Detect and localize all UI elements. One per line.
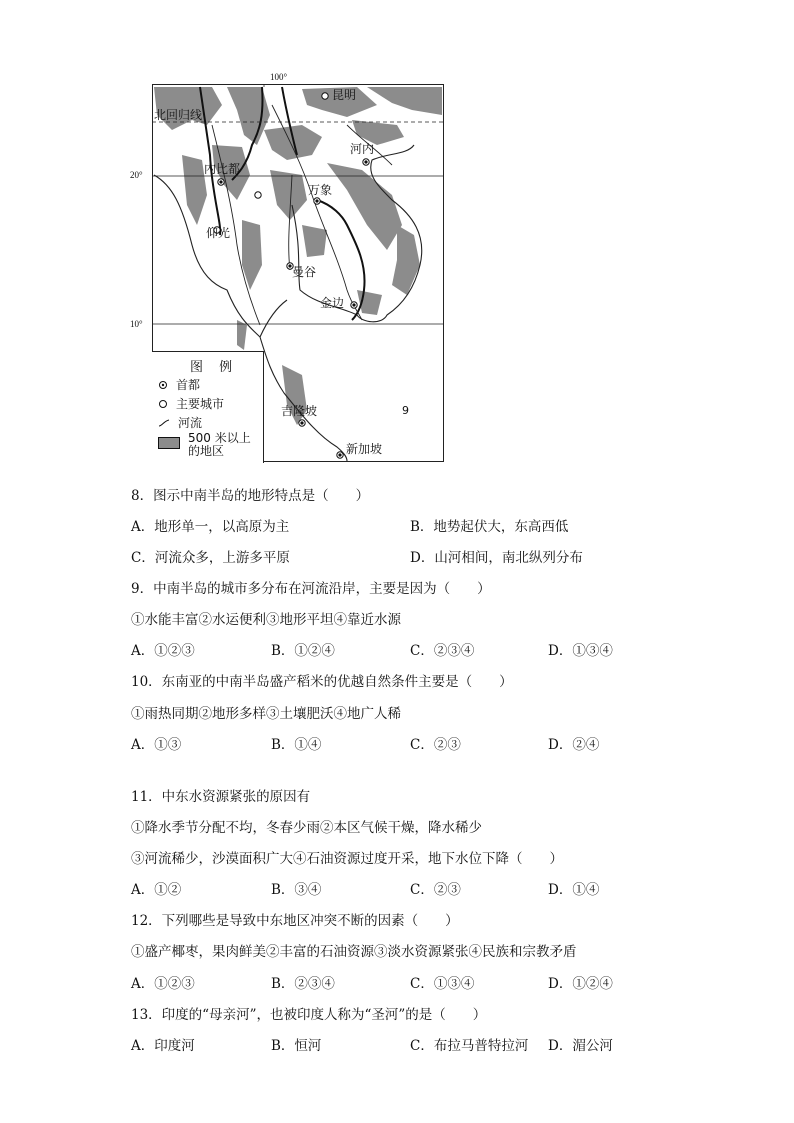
- q10-option-c[interactable]: C．②③: [410, 737, 461, 753]
- q8-option-a[interactable]: A．地形单一，以高原为主: [131, 519, 290, 535]
- city-label-bangkok: 曼谷: [292, 265, 317, 279]
- question-9-stem: 9．中南半岛的城市多分布在河流沿岸，主要是因为（ ）: [131, 581, 491, 597]
- q13-option-b[interactable]: B．恒河: [271, 1038, 322, 1054]
- q13-option-d[interactable]: D．湄公河: [548, 1038, 613, 1054]
- city-label-phnompenh: 金边: [320, 296, 345, 310]
- city-label-kualalumpur: 吉隆坡: [281, 404, 318, 418]
- capital-icon: [158, 380, 168, 390]
- q11-option-b[interactable]: B．③④: [271, 882, 322, 898]
- question-12-statements: ①盛产椰枣，果肉鲜美②丰富的石油资源③淡水资源紧张④民族和宗教矛盾: [131, 944, 577, 960]
- legend-city: [158, 395, 224, 412]
- city-label-singapore: 新加坡: [346, 442, 383, 456]
- city-icon: [158, 399, 168, 409]
- lat20-label: 20°: [130, 170, 143, 180]
- q10-option-b[interactable]: B．①④: [271, 737, 322, 753]
- lat10-label: 10°: [130, 319, 143, 329]
- legend-title: 图 例: [190, 360, 239, 375]
- legend-river: [158, 414, 202, 431]
- map-legend: [152, 351, 264, 463]
- legend-capital-label: 首都: [176, 378, 201, 392]
- q8-option-c[interactable]: C．河流众多，上游多平原: [131, 550, 290, 566]
- meridian-label: 100°: [270, 72, 288, 82]
- q9-option-c[interactable]: C．②③④: [410, 643, 475, 659]
- city-label-naypyidaw: 内比都: [204, 162, 241, 176]
- legend-capital: [158, 376, 200, 393]
- city-label-yangon: 仰光: [206, 226, 231, 240]
- q12-option-d[interactable]: D．①②④: [548, 976, 613, 992]
- question-11-statements-2: ③河流稀少，沙漠面积广大④石油资源过度开采，地下水位下降（ ）: [131, 851, 563, 867]
- q11-option-d[interactable]: D．①④: [548, 882, 600, 898]
- city-label-kunming: 昆明: [332, 88, 357, 102]
- legend-highland-line2: 的地区: [188, 444, 225, 458]
- q10-option-d[interactable]: D．②④: [548, 737, 600, 753]
- q9-option-b[interactable]: B．①②④: [271, 643, 335, 659]
- map-stray-number: 9: [402, 404, 409, 417]
- q9-option-a[interactable]: A．①②③: [131, 643, 195, 659]
- question-10-statements: ①雨热同期②地形多样③土壤肥沃④地广人稀: [131, 706, 401, 722]
- q12-option-c[interactable]: C．①③④: [410, 976, 475, 992]
- legend-river-label: 河流: [178, 416, 203, 430]
- q8-option-d[interactable]: D．山河相间，南北纵列分布: [410, 550, 583, 566]
- q11-option-c[interactable]: C．②③: [410, 882, 461, 898]
- city-marker-kunming: [322, 93, 328, 99]
- q13-option-a[interactable]: A．印度河: [131, 1038, 195, 1054]
- question-8-stem: 8．图示中南半岛的地形特点是（ ）: [131, 488, 370, 504]
- question-10-stem: 10．东南亚的中南半岛盛产稻米的优越自然条件主要是（ ）: [131, 674, 513, 690]
- q12-option-a[interactable]: A．①②③: [131, 976, 195, 992]
- question-11-stem: 11．中东水资源紧张的原因有: [131, 789, 311, 805]
- q11-option-a[interactable]: A．①②: [131, 882, 182, 898]
- q13-option-c[interactable]: C．布拉马普特拉河: [410, 1038, 529, 1054]
- river-icon: [158, 418, 170, 428]
- question-13-stem: 13．印度的“母亲河”，也被印度人称为“圣河”的是（ ）: [131, 1007, 487, 1023]
- highland-swatch-icon: [158, 437, 180, 451]
- q10-option-a[interactable]: A．①③: [131, 737, 182, 753]
- q9-option-d[interactable]: D．①③④: [548, 643, 613, 659]
- legend-highland-line1: 500 米以上: [188, 431, 251, 445]
- question-11-statements-1: ①降水季节分配不均，冬春少雨②本区气候干燥，降水稀少: [131, 820, 482, 836]
- q8-option-b[interactable]: B．地势起伏大，东高西低: [410, 519, 569, 535]
- legend-city-label: 主要城市: [176, 397, 225, 411]
- city-label-hanoi: 河内: [350, 142, 375, 156]
- question-9-statements: ①水能丰富②水运便利③地形平坦④靠近水源: [131, 612, 401, 628]
- legend-highland: [158, 432, 251, 458]
- city-label-vientiane: 万象: [308, 183, 333, 197]
- tropic-label: 北回归线: [154, 108, 203, 122]
- legend-highland-label: [188, 432, 251, 458]
- city-marker-inland: [255, 192, 261, 198]
- question-12-stem: 12．下列哪些是导致中东地区冲突不断的因素（ ）: [131, 913, 459, 929]
- q12-option-b[interactable]: B．②③④: [271, 976, 335, 992]
